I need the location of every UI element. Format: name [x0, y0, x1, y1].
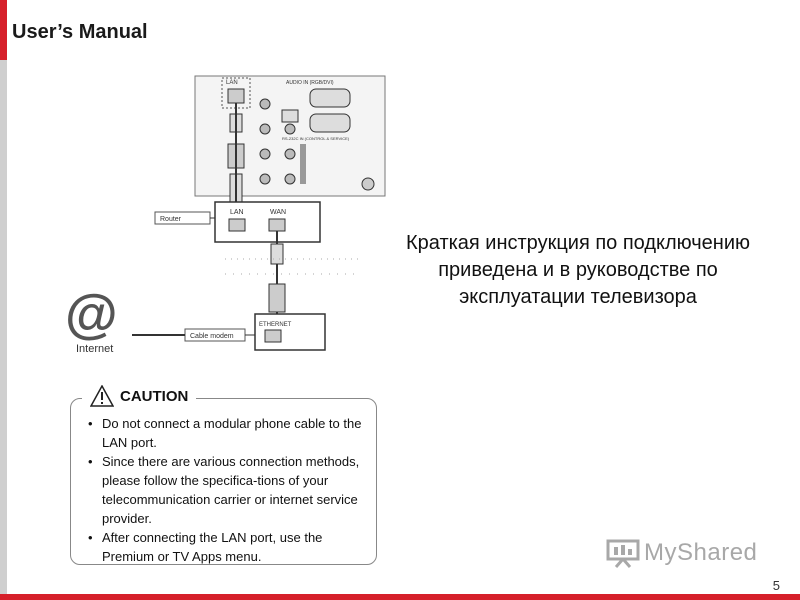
- caution-item: • Do not connect a modular phone cable to the LAN port.: [86, 414, 371, 452]
- tv-rs232-connector: [310, 114, 350, 132]
- tv-rgb-connector: [310, 89, 350, 107]
- page-number: 5: [772, 578, 780, 593]
- internet-label: Internet: [76, 343, 114, 355]
- caution-heading: [82, 383, 196, 409]
- caution-item: • Since there are various connection methods, please follow the specifica-tions of your telecommunication carrier or internet service provider.: [86, 452, 371, 528]
- modem-port-label: ETHERNET: [259, 322, 292, 328]
- caution-item: • After connecting the LAN port, use the Premium or TV Apps menu.: [86, 528, 371, 566]
- internet-at-icon: @: [65, 284, 118, 344]
- network-connection-diagram: [60, 74, 390, 374]
- warning-triangle-icon: [90, 385, 114, 407]
- caption-line-3: эксплуатации телевизора: [459, 286, 697, 308]
- logo-text: MyShared: [644, 539, 758, 566]
- caution-list: [86, 414, 371, 566]
- caption-line-2: приведена и в руководстве по: [438, 259, 718, 281]
- tv-lan-port: [228, 89, 244, 103]
- caption-text: [388, 230, 768, 311]
- slide-title: User’s Manual: [12, 21, 148, 43]
- presentation-board-icon: [606, 538, 640, 568]
- tv-rs232-label: RS-232C IN (CONTROL & SERVICE): [282, 136, 350, 141]
- left-accent-bar-red: [0, 0, 7, 60]
- router-label: Router: [160, 216, 182, 223]
- tv-audio-label: AUDIO IN (RGB/DVI): [286, 80, 334, 86]
- left-accent-bar: [0, 0, 7, 600]
- router-lan-label: LAN: [230, 209, 244, 216]
- caption-line-1: Краткая инструкция по подключению: [405, 232, 750, 254]
- tv-lan-label: LAN: [226, 80, 238, 86]
- router-wan-label: WAN: [270, 209, 287, 216]
- bottom-accent-bar: [0, 594, 800, 600]
- myshared-logo: [606, 538, 757, 568]
- caution-title: CAUTION: [120, 387, 189, 405]
- modem-label: Cable modem: [190, 333, 234, 340]
